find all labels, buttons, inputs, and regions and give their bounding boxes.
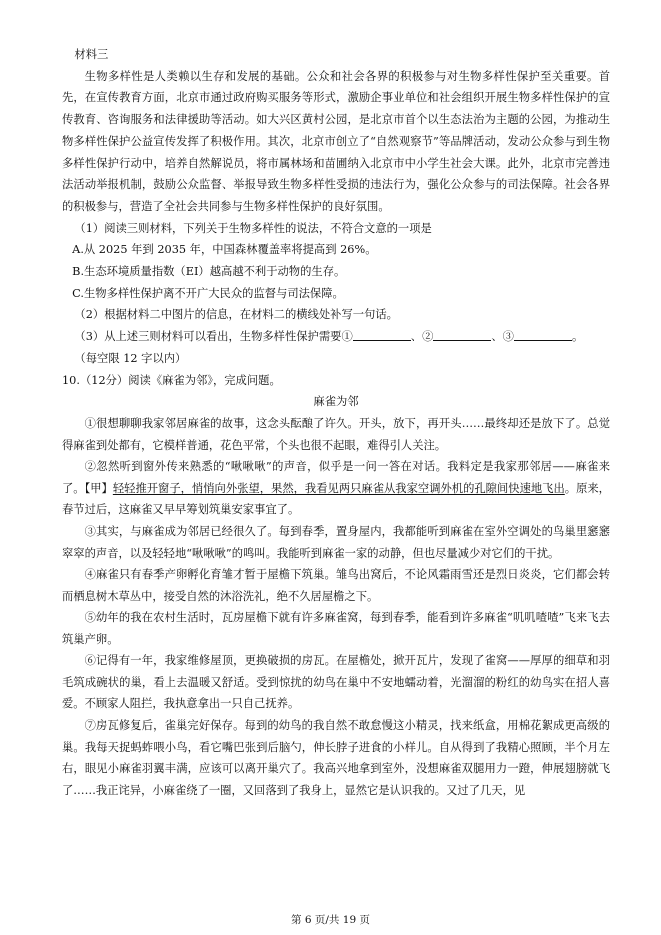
q9-option-a: A.从 2025 年到 2035 年，中国森林覆盖率将提高到 26%。 <box>72 243 377 257</box>
q9-sub3-end: 。 <box>571 330 584 344</box>
q9-sub1: （1）阅读三则材料，下列关于生物多样性的说法，不符合文意的一项是 <box>74 221 432 235</box>
q9-sub3-note: （每空限 12 字以内） <box>74 351 187 365</box>
exam-page <box>62 40 610 802</box>
q9-option-b: B.生态环境质量指数（EI）越高越不利于动物的生存。 <box>72 265 346 279</box>
underlined-sentence-jia: 轻轻推开窗子，悄悄向外张望，果然，我看见两只麻雀从我家空调外机的孔隙间快速地飞出 <box>112 481 565 495</box>
blank-2-mark: 、② <box>410 330 434 344</box>
article-paragraph-6: ⑥记得有一年，我家维修屋顶，更换破损的房瓦。在屋檐处，掀开瓦片，发现了雀窝——厚厚的细草和羽毛筑成碗状的巢，看上去温暖又舒适。受到惊扰的幼鸟在巢中不安地蠕动着，光溜溜的粉红的幼鸟实在招人喜爱。不顾家人阻拦，我执意拿出一只自己抚养。 <box>62 653 610 711</box>
paragraph-2-start: ②忽然听到窗外传来熟悉的“啾啾啾”的声音，似乎是一问一答在对话。我料定是我家那邻居——麻雀来了。【甲】 <box>62 459 610 495</box>
blank-1-mark: ① <box>341 330 353 344</box>
article-paragraph-7: ⑦房瓦修复后，雀巢完好保存。每到的幼鸟的我自然不敢怠慢这小精灵，找来纸盒，用棉花絮成更高级的巢。我每天捉蚂蚱喂小鸟，看它嘴巴张到后脑勺，伸长脖子进食的小样儿。自从得到了我精心照顾，半个月左右，眼见小麻雀羽翼丰满，应该可以离开巢穴了。我高兴地拿到室外，没想麻雀双腿用力一蹬，伸展翅膀就飞了……我正诧异，小麻雀绕了一圈，又回落到了我身上，显然它是认识我的。又过了几天，见 <box>62 718 610 797</box>
answer-blank-3[interactable] <box>514 328 572 341</box>
q9-sub2: （2）根据材料二中图片的信息，在材料二的横线处补写一句话。 <box>74 308 398 322</box>
article-paragraph-1: ①很想聊聊我家邻居麻雀的故事，这念头酝酿了许久。开头，放下，再开头……最终却还是放下了。总觉得麻雀到处都有，它模样普通，花色平常，个头也很不起眼，难得引人关注。 <box>62 416 610 452</box>
answer-blank-2[interactable] <box>433 328 491 341</box>
article-title: 麻雀为邻 <box>313 395 359 409</box>
article-paragraph-4: ④麻雀只有春季产卵孵化育雏才暂于屋檐下筑巢。雏鸟出窝后，不论风霜雨雪还是烈日炎炎，它们都会转而栖息树木草丛中，接受自然的沐浴洗礼，绝不久居屋檐之下。 <box>62 567 610 603</box>
q9-sub3-prefix: （3）从上述三则材料可以看出，生物多样性保护需要 <box>74 330 342 344</box>
answer-blank-1[interactable] <box>353 328 411 341</box>
blank-3-mark: 、③ <box>491 330 514 344</box>
article-paragraph-3: ③其实，与麻雀成为邻居已经很久了。每到春季，置身屋内，我都能听到麻雀在室外空调处的鸟巢里窸窸窣窣的声音，以及轻轻地“啾啾啾”的鸣叫。我能听到麻雀一家的动静，但也尽量减少对它们的干扰。 <box>62 524 610 560</box>
article-paragraph-2 <box>62 456 610 521</box>
q9-option-c: C.生物多样性保护离不开广大民众的监督与司法保障。 <box>72 286 344 300</box>
paragraph-2-end: 。原来，春节过后，这麻雀又早早筹划筑巢安家事宜了。 <box>62 481 610 517</box>
material3-paragraph: 生物多样性是人类赖以生存和发展的基础。公众和社会各界的积极参与对生物多样性保护至关重要。首先，在宣传教育方面，北京市通过政府购买服务等形式，激励企事业单位和社会组织开展生物多样性保护的宣传教育、咨询服务和法律援助等活动。如大兴区黄村公园，是北京市首个以生态法治为主题的公园，为推动生物多样性保护公益宣传发挥了积极作用。其次，北京市创立了“自然观察节”等品牌活动，发动公众参与到生物多样性保护行动中，培养自然解说员，将市属林场和苗圃纳入北京市中小学生社会大课。此外，北京市完善违法活动举报机制，鼓励公众监督、举报导致生物多样性受损的违法行为，强化公众参与的司法保障。社会各界的积极参与，营造了全社会共同参与生物多样性保护的良好氛围。 <box>62 69 610 213</box>
material3-heading: 材料三 <box>74 48 109 61</box>
q9-sub3 <box>62 326 610 348</box>
article-paragraph-5: ⑤幼年的我在农村生活时，瓦房屋檐下就有许多麻雀窝，每到春季，能看到许多麻雀“叽叽喳喳”飞来飞去筑巢产卵。 <box>62 610 610 646</box>
q10-header: 10.（12分）阅读《麻雀为邻》，完成问题。 <box>62 373 281 387</box>
page-footer: 第 6 页/共 19 页 <box>291 914 370 926</box>
